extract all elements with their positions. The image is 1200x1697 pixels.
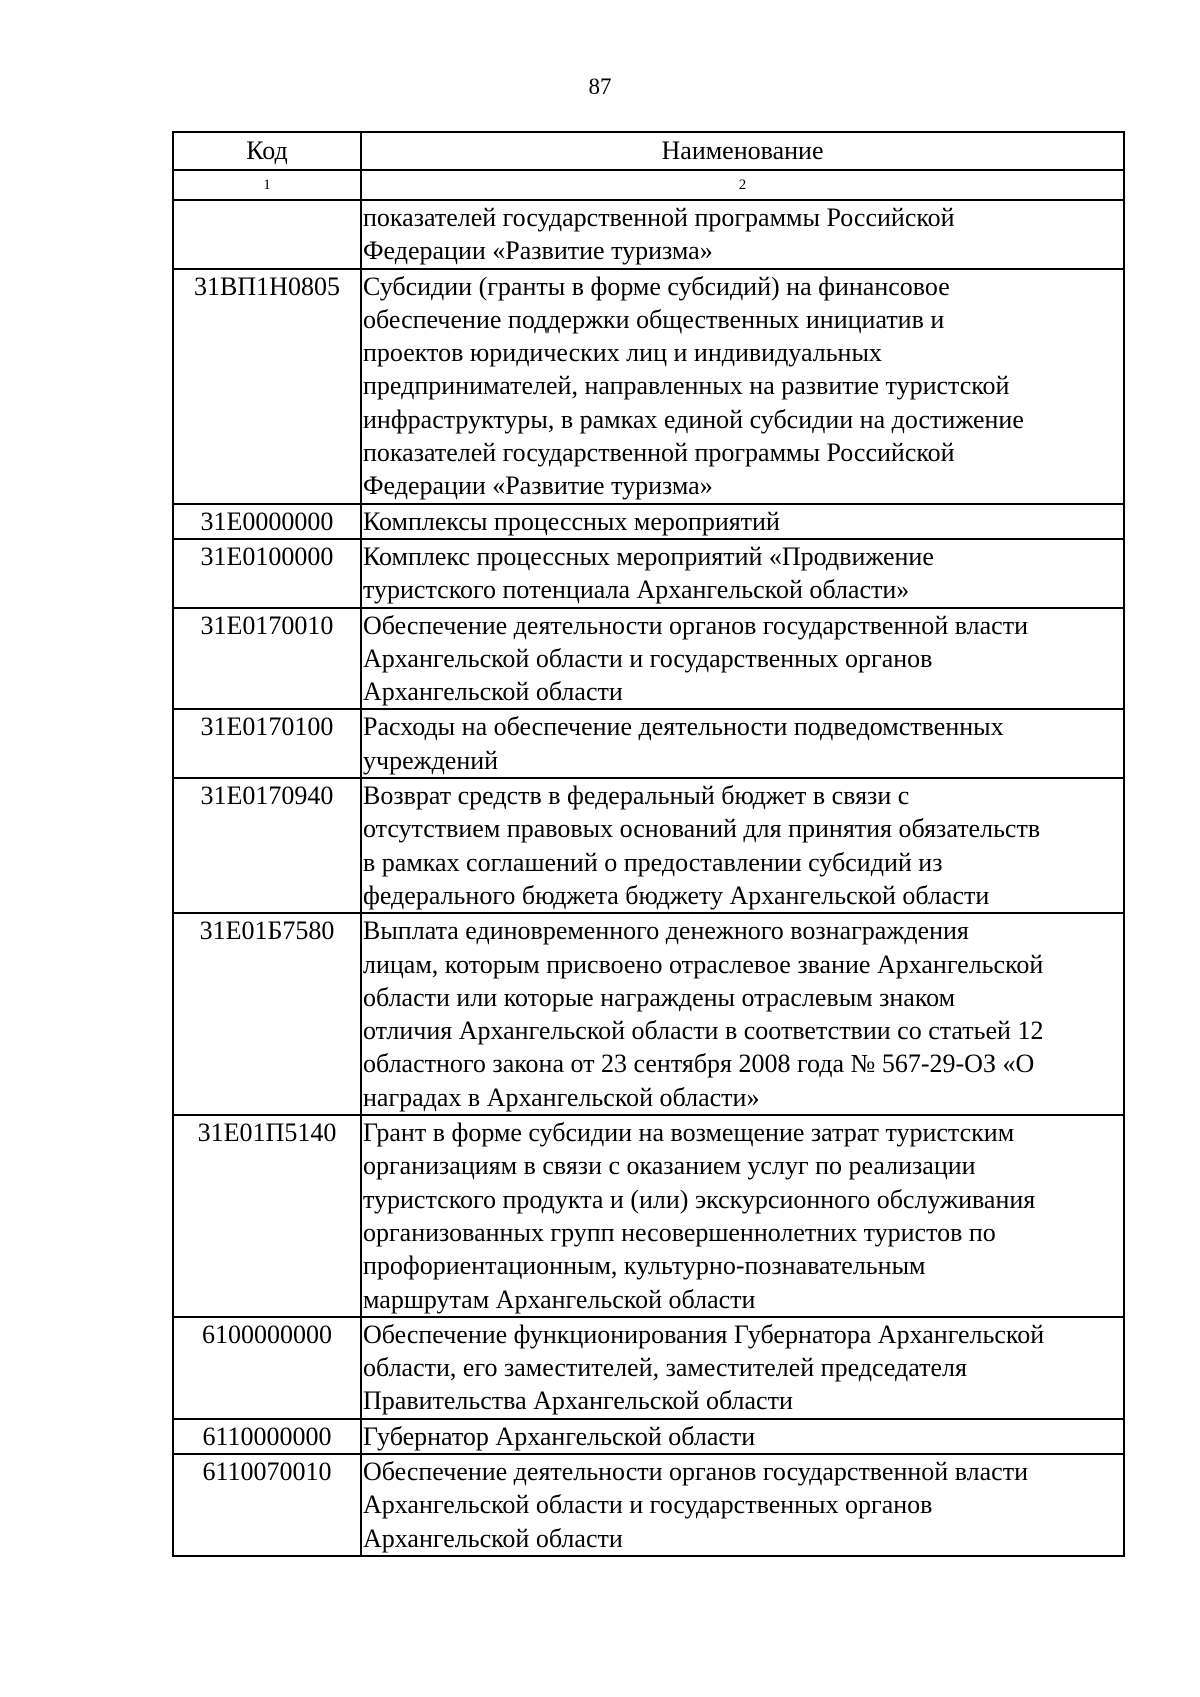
table-header-row: [173, 132, 1124, 170]
row-name-line: Обеспечение деятельности органов государственной власти: [363, 610, 1028, 640]
row-name: [361, 1419, 1124, 1454]
column-number-2: 2: [361, 170, 1124, 200]
row-name-line: Правительства Архангельской области: [363, 1386, 793, 1416]
table-row: [173, 913, 1124, 1115]
table-row: [173, 608, 1124, 710]
row-code: 31Е0100000: [173, 539, 361, 608]
table-row: [173, 504, 1124, 539]
table-row: [173, 778, 1124, 913]
row-code: 31Е0170010: [173, 608, 361, 710]
row-name-line: проектов юридических лиц и индивидуальных: [363, 338, 882, 368]
row-name: [361, 1317, 1124, 1419]
row-code: 6110070010: [173, 1454, 361, 1556]
row-name: [361, 539, 1124, 608]
row-name-line: Обеспечение деятельности органов государственной власти: [363, 1456, 1028, 1486]
row-name: [361, 1115, 1124, 1317]
row-name-line: организованных групп несовершеннолетних туристов по: [363, 1217, 996, 1247]
row-name-line: профориентационным, культурно-познавательным: [363, 1251, 926, 1281]
row-name: [361, 608, 1124, 710]
row-name-line: Выплата единовременного денежного вознаграждения: [363, 916, 969, 946]
row-name-line: Архангельской области и государственных органов: [363, 1490, 933, 1520]
page-number: 87: [588, 74, 612, 99]
row-name-line: Комплекс процессных мероприятий «Продвижение: [363, 541, 934, 571]
table-row: [173, 709, 1124, 778]
row-name-line: лицам, которым присвоено отраслевое звание Архангельской: [363, 949, 1044, 979]
row-name-line: предпринимателей, направленных на развитие туристской: [363, 371, 1010, 401]
row-name: [361, 200, 1124, 269]
row-name-line: в рамках соглашений о предоставлении субсидий из: [363, 847, 943, 877]
row-code: 31ВП1Н0805: [173, 269, 361, 504]
row-code: 6100000000: [173, 1317, 361, 1419]
table-row: [173, 1115, 1124, 1317]
table-row: [173, 1317, 1124, 1419]
table-row: [173, 1419, 1124, 1454]
row-name-line: организациям в связи с оказанием услуг по реализации: [363, 1151, 976, 1181]
table-row: [173, 200, 1124, 269]
row-name-line: Обеспечение функционирования Губернатора Архангельской: [363, 1319, 1045, 1349]
row-name-line: Федерации «Развитие туризма»: [363, 236, 713, 266]
row-name-line: Грант в форме субсидии на возмещение затрат туристским: [363, 1118, 1015, 1148]
budget-code-table: [172, 131, 1125, 1557]
row-name: [361, 504, 1124, 539]
row-name-line: областного закона от 23 сентября 2008 года № 567-29-ОЗ «О: [363, 1049, 1035, 1079]
row-name: [361, 269, 1124, 504]
table-body: [173, 200, 1124, 1556]
row-name-line: туристского продукта и (или) экскурсионного обслуживания: [363, 1184, 1036, 1214]
row-name-line: Архангельской области: [363, 677, 623, 707]
row-name-line: области, его заместителей, заместителей председателя: [363, 1353, 967, 1383]
row-code: 31Е0000000: [173, 504, 361, 539]
row-code: [173, 200, 361, 269]
row-name: [361, 709, 1124, 778]
row-name-line: области или которые награждены отраслевым знаком: [363, 982, 956, 1012]
row-name-line: Федерации «Развитие туризма»: [363, 471, 713, 501]
row-name-line: обеспечение поддержки общественных инициатив и: [363, 304, 945, 334]
row-name-line: Архангельской области: [363, 1523, 623, 1553]
row-name-line: Комплексы процессных мероприятий: [363, 506, 780, 536]
row-name-line: туристского потенциала Архангельской области»: [363, 575, 910, 605]
table-row: [173, 539, 1124, 608]
row-name-line: учреждений: [363, 745, 499, 775]
row-name-line: инфраструктуры, в рамках единой субсидии на достижение: [363, 404, 1024, 434]
row-name-line: маршрутам Архангельской области: [363, 1284, 756, 1314]
table-row: [173, 1454, 1124, 1556]
row-name: [361, 1454, 1124, 1556]
table-row: [173, 269, 1124, 504]
row-name: [361, 913, 1124, 1115]
header-name: Наименование: [361, 132, 1124, 170]
row-code: 31Е0170940: [173, 778, 361, 913]
column-number-row: [173, 170, 1124, 200]
row-code: 31Е01Б7580: [173, 913, 361, 1115]
row-name-line: отсутствием правовых оснований для принятия обязательств: [363, 814, 1041, 844]
row-name-line: Губернатор Архангельской области: [363, 1421, 756, 1451]
header-code: Код: [173, 132, 361, 170]
row-code: 31Е01П5140: [173, 1115, 361, 1317]
row-name-line: отличия Архангельской области в соответствии со статьей 12: [363, 1016, 1044, 1046]
row-code: 31Е0170100: [173, 709, 361, 778]
row-name: [361, 778, 1124, 913]
row-name-line: показателей государственной программы Российской: [363, 438, 955, 468]
row-name-line: федерального бюджета бюджету Архангельской области: [363, 880, 990, 910]
row-name-line: Расходы на обеспечение деятельности подведомственных: [363, 712, 1004, 742]
row-name-line: наградах в Архангельской области»: [363, 1082, 760, 1112]
column-number-1: 1: [173, 170, 361, 200]
row-name-line: Архангельской области и государственных органов: [363, 643, 933, 673]
row-code: 6110000000: [173, 1419, 361, 1454]
row-name-line: Субсидии (гранты в форме субсидий) на финансовое: [363, 271, 950, 301]
row-name-line: показателей государственной программы Российской: [363, 203, 955, 232]
row-name-line: Возврат средств в федеральный бюджет в связи с: [363, 781, 910, 811]
